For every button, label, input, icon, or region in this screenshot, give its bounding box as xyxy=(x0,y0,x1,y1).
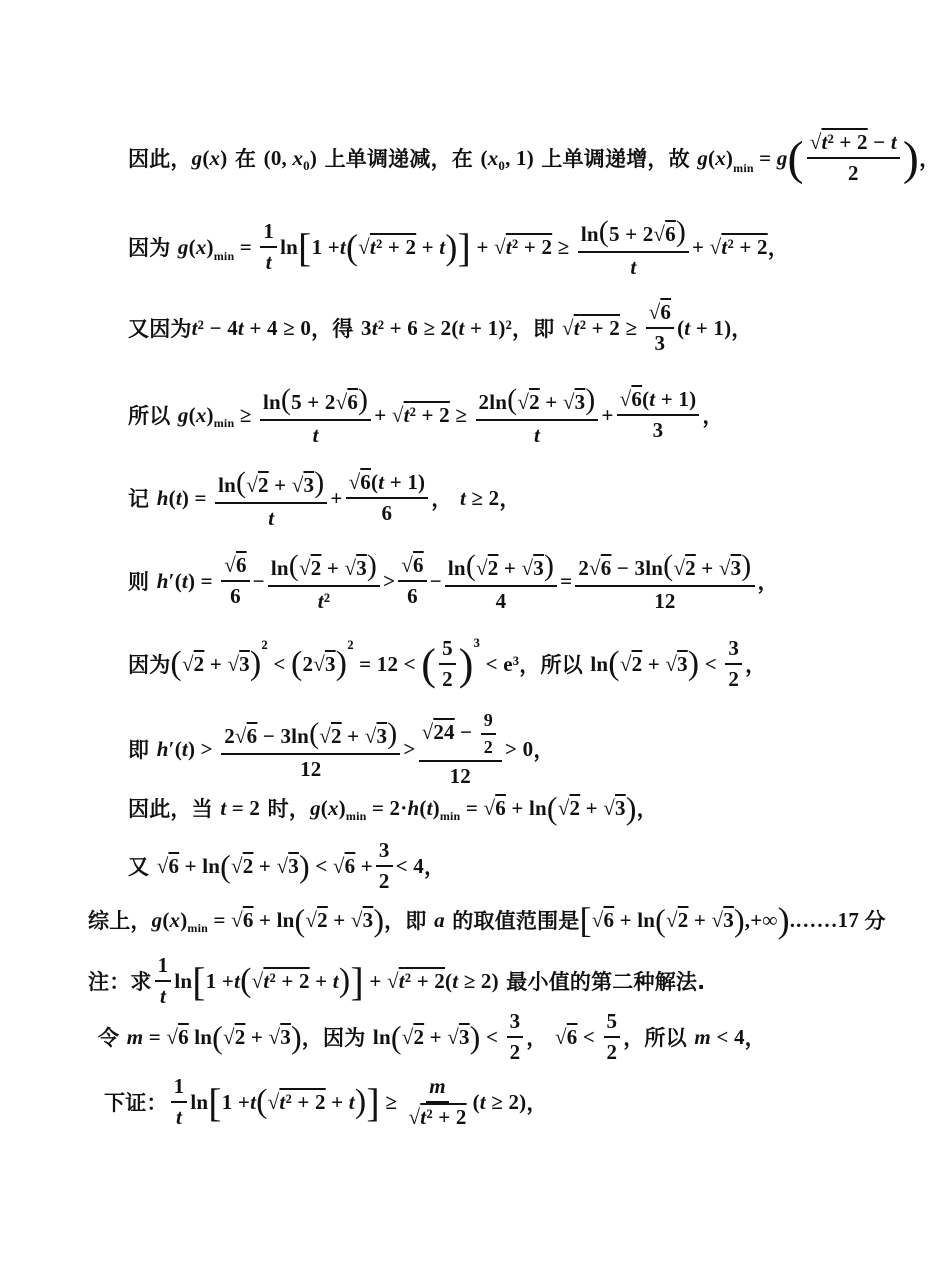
text-line: 即 h ′( t ) > $\frac{2√6 - 3\ln(√2 + √3)}{12}$ > √24 − $\frac{9}{2}$ 12 > 0 ， xyxy=(128,709,555,788)
text-line: 所以 g ( x ) min ≥ $\frac{\ln(5 + 2√6)}{t}$ + √t² + 2 ≥ $\frac{2\ln(√2 + √3)}{t}$ + $\frac{√6(t + 1)}{3}$ ， xyxy=(128,382,724,447)
text-line: 因此，当 t = 2 时， g ( x ) min = 2· h ( t ) min = √6 + ln ( √2 + √3 ) ， xyxy=(128,789,658,826)
text-line: 因为 ( √2 + √3 ) ² < ( 2√3 ) ² = 12 < ( $\frac{5}{2}$ ) ³ < e³ ，所以 ln ( √2 + √3 ) < $\frac{3}{2}$ ， xyxy=(128,634,767,691)
text-line: 令 m = √6 ln ( √2 + √3 ) ，因为 ln ( √2 + √3 ) < $\frac{3}{2}$ ， √6 < $\frac{5}{2}$ ，所以 m < 4 ， xyxy=(98,1009,766,1064)
text-line: 综上， g ( x ) min = √6 + ln ( √2 + √3 ) ，即 a 的取值范围是 [ √6 + ln ( √2 + √3 ) ,+∞ ) .……17 分 xyxy=(88,900,886,940)
text-line: 则 h ′( t ) = $\frac{√6}{6}$ − $\frac{\ln(√2 + √3)}{\text{t²}}$ > $\frac{√6}{6}$ − $\frac{\ln(√2 + √3)}{4}$ = $\frac{2√6 - 3\ln(√2 + √3)}{12}$ ， xyxy=(128,548,779,613)
text-line: 记 h ( t ) = $\frac{\ln(√2 + √3)}{t}$ + $\frac{√6(t + 1)}{6}$ ， t ≥ 2 ， xyxy=(128,465,521,530)
text-line: 因此， g ( x ) 在 (0, x 0 ) 上单调递减，在 ( x 0 , 1) 上单调递增，故 g ( x ) min = g ( $\frac{\text{√t² + 2 − t}}{2}$ ) ， xyxy=(128,130,941,185)
text-line: 注：求 $\frac{1}{t}$ ln [ 1 + t ( √t² + 2 + t ) ] + √t² + 2(t ≥ 2) 最小值的第二种解法. xyxy=(88,953,706,1008)
text-line: 下证： $\frac{1}{t}$ ln [ 1 + t ( √t² + 2 + t ) ] ≥ $\frac{m}{\text{√t² + 2}}$ ( t ≥ 2) ， xyxy=(104,1074,548,1129)
text-line: 又因为 t ² − 4 t + 4 ≥ 0 ，得 3 t ² + 6 ≥ 2( t + 1)² ，即 √t² + 2 ≥ $\frac{√6}{3}$ ( t + 1) ， xyxy=(128,300,753,355)
text-line: 因为 g ( x ) min = $\frac{1}{t}$ ln [ 1 + t ( √t² + 2 + t ) ] + √t² + 2 ≥ $\frac{\ln(5 + 2√6)}{t}$ + √t² + 2 ， xyxy=(128,214,789,279)
text-line: 又 √6 + ln ( √2 + √3 ) < √6 + $\frac{3}{2}$ < 4 ， xyxy=(128,838,446,893)
